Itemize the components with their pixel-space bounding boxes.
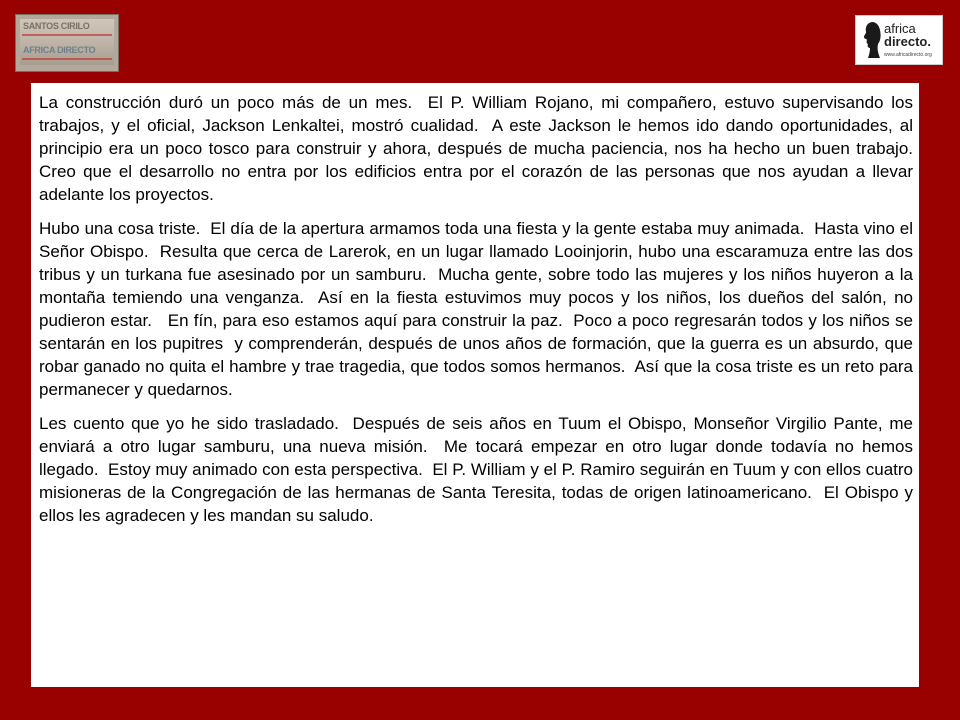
sign-stripe [22,58,112,60]
sign-photo [15,14,119,72]
sign-text-line2: AFRICA DIRECTO [23,45,96,55]
logo-url: www.africadirecto.org [884,52,932,58]
text-panel [31,83,923,687]
africa-directo-logo [855,15,943,65]
logo-text-directo: directo. [884,34,931,49]
paragraph-construction: La construcción duró un poco más de un mes. El P. William Rojano, mi compañero, estuvo supervisando los trabajos, y el oficial, Jackson Lenkaltei, mostró cualidad. A este Jackson le hemos ido dando oportunidades, al principio era un poco tosco para construir y ahora, después de mucha paciencia, nos ha hecho un buen trabajo. Creo que el desarrollo no entra por los edificios entra por el corazón de las personas que nos ayudan a llevar adelante los proyectos. [39,93,923,204]
logo-text-africa: africa [884,21,916,36]
paragraph-sad-event: Hubo una cosa triste. El día de la apertura armamos toda una fiesta y la gente estaba muy animada. Hasta vino el Señor Obispo. Resulta que cerca de Larerok, en un lugar llamado Looinjorin, hubo una escaramuza entre las dos tribus y un turkana fue asesinado por un samburu. Mucha gente, sobre todo las mujeres y los niños huyeron a la montaña temiendo una venganza. Así en la fiesta estuvimos muy pocos y los niños, los dueños del salón, no pudieron estar. En fín, para eso estamos aquí para construir la paz. Poco a poco regresarán todos y los niños se sentarán en los pupitres y comprenderán, después de unos años de formación, que la guerra es un absurdo, que robar ganado no quita el hambre y trae tragedia, que todos somos hermanos. Así que la cosa triste es un reto para permanecer y quedarnos. [39,219,918,399]
sign-stripe [22,34,112,36]
sign-text-line1: SANTOS CIRILO [23,21,90,31]
face-profile-icon [862,21,882,59]
paragraph-transfer: Les cuento que yo he sido trasladado. Después de seis años en Tuum el Obispo, Monseñor Virgilio Pante, me enviará a otro lugar samburu, una nueva misión. Me tocará empezar en otro lugar donde todavía no hemos llegado. Estoy muy animado con esta perspectiva. El P. William y el P. Ramiro seguirán en Tuum y con ellos cuatro misioneras de la Congregación de las hermanas de Santa Teresita, todas de origen latinoamericano. El Obispo y ellos les agradecen y les mandan su saludo. [39,414,918,525]
sign-board [20,19,114,65]
